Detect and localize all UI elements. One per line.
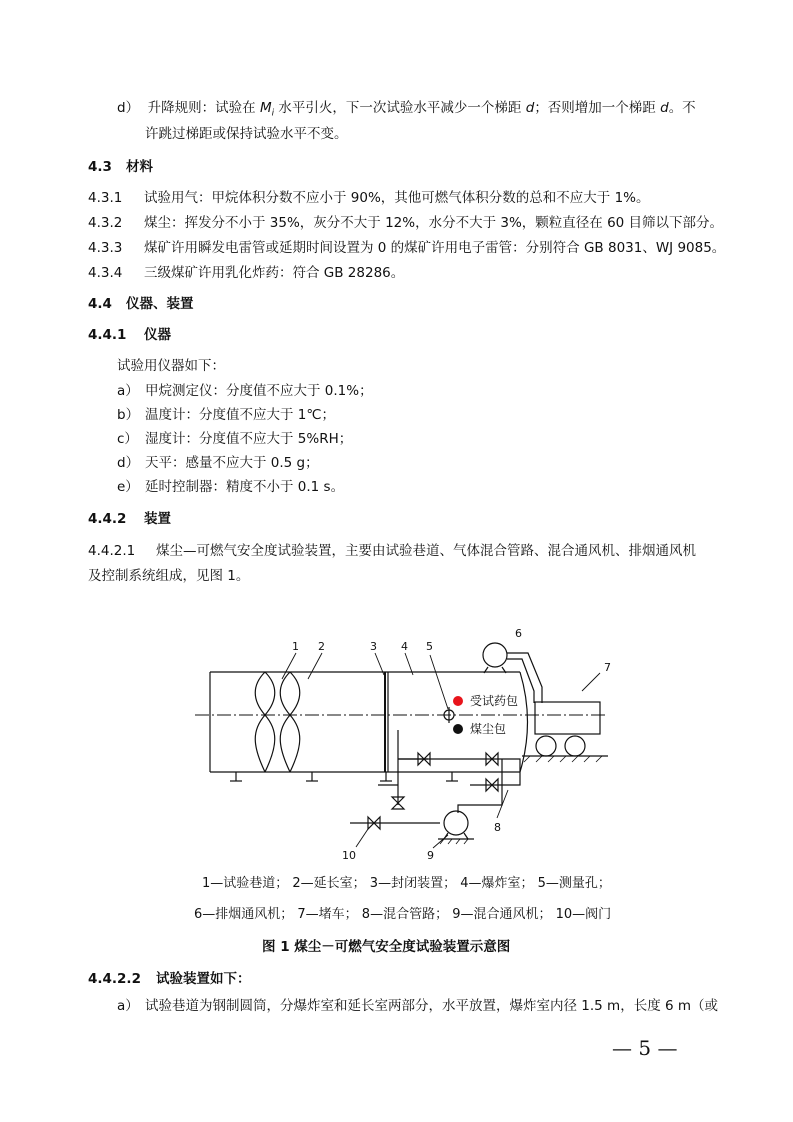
item-label: d） — [117, 455, 140, 471]
coal-dust-dot — [453, 724, 463, 734]
heading-title: 仪器 — [144, 327, 171, 343]
clause-number: 4.3.3 — [88, 240, 123, 256]
item-label: b） — [117, 407, 140, 423]
apparatus-diagram — [190, 625, 620, 865]
instruments-intro: 试验用仪器如下： — [117, 358, 225, 374]
callout-7: 7 — [604, 661, 611, 674]
test-charge-dot — [453, 696, 463, 706]
clause-a — [117, 996, 718, 1016]
heading-number: 4.3 — [88, 159, 112, 175]
cart-wheel — [565, 736, 585, 756]
clause-4-3-4 — [88, 263, 404, 283]
clause-number: 4.4.2.1 — [88, 543, 136, 559]
legend-test-charge: 受试药包 — [470, 694, 519, 708]
page-number: — 5 — — [612, 1036, 678, 1060]
clause-text: 煤矿许用瞬发电雷管或延期时间设置为 0 的煤矿许用电子雷管：分别符合 GB 8031、WJ 9085。 — [144, 240, 726, 256]
heading-4-4-2 — [88, 509, 171, 529]
clause-d-text-a: 升降规则：试验在 — [147, 100, 260, 116]
clause-4-4-2-1-line2: 及控制系统组成，见图 1。 — [88, 568, 250, 584]
figure-key-line2: 6—排烟通风机； 7—堵车； 8—混合管路； 9—混合通风机； 10—阀门 — [194, 907, 612, 922]
heading-title: 装置 — [144, 511, 171, 527]
heading-title: 材料 — [126, 159, 154, 175]
item-text: 湿度计：分度值不应大于 5%RH； — [145, 431, 353, 447]
callout-1: 1 — [292, 640, 299, 653]
legend-coal-dust: 煤尘包 — [470, 722, 507, 736]
variable-M: M — [259, 100, 272, 116]
heading-4-4 — [88, 294, 194, 314]
callout-3: 3 — [370, 640, 377, 653]
item-text: 延时控制器：精度不小于 0.1 s。 — [145, 479, 345, 495]
clause-text: 煤尘：挥发分不小于 35%，灰分不大于 12%，水分不大于 3%，颗粒直径在 60 目筛以下部分。 — [144, 215, 724, 231]
callout-2: 2 — [318, 640, 325, 653]
item-text: 天平：感量不应大于 0.5 g； — [145, 455, 319, 471]
heading-title: 试验装置如下： — [156, 971, 251, 987]
clause-number: 4.3.2 — [88, 215, 123, 231]
figure-caption: 图 1 煤尘－可燃气安全度试验装置示意图 — [262, 939, 511, 955]
item-label: e） — [117, 479, 139, 495]
clause-d-line1 — [117, 98, 696, 124]
heading-number: 4.4.2.2 — [88, 971, 141, 987]
instrument-item — [117, 429, 352, 449]
clause-4-4-2-1-line1 — [88, 541, 696, 561]
variable-d: d — [660, 100, 669, 116]
variable-d: d — [525, 100, 535, 116]
heading-number: 4.4.2 — [88, 511, 127, 527]
callout-9: 9 — [427, 849, 434, 862]
callout-8: 8 — [494, 821, 501, 834]
item-label: a） — [117, 383, 139, 399]
clause-text: 三级煤矿许用乳化炸药：符合 GB 28286。 — [144, 265, 405, 281]
heading-4-3 — [88, 157, 153, 177]
callout-4: 4 — [401, 640, 408, 653]
tunnel-right-end — [520, 672, 528, 772]
heading-number: 4.4 — [88, 296, 112, 312]
clause-d-line2: 许跳过梯距或保持试验水平不变。 — [145, 126, 348, 142]
instrument-item — [117, 453, 319, 473]
callout-6: 6 — [515, 627, 522, 640]
instrument-item — [117, 381, 373, 401]
clause-4-3-1 — [88, 188, 650, 208]
clause-4-3-3 — [88, 238, 725, 258]
clause-text: 煤尘—可燃气安全度试验装置，主要由试验巷道、气体混合管路、混合通风机、排烟通风机 — [156, 543, 696, 559]
heading-4-4-2-2 — [88, 969, 251, 989]
clause-4-3-2 — [88, 213, 723, 233]
callout-5: 5 — [426, 640, 433, 653]
figure-key-line1: 1—试验巷道； 2—延长室； 3—封闭装置； 4—爆炸室； 5—测量孔； — [202, 876, 611, 891]
item-text: 甲烷测定仪：分度值不应大于 0.1%； — [145, 383, 373, 399]
item-text: 温度计：分度值不应大于 1℃； — [145, 407, 336, 423]
blocking-cart — [535, 702, 600, 734]
variable-i: i — [271, 108, 275, 119]
exhaust-fan — [483, 643, 507, 667]
heading-number: 4.4.1 — [88, 327, 127, 343]
mixing-fan — [444, 811, 468, 835]
callout-10: 10 — [342, 849, 356, 862]
instrument-item — [117, 477, 344, 497]
clause-d-text-d: 。不 — [668, 100, 696, 116]
cart-wheel — [536, 736, 556, 756]
heading-title: 仪器、装置 — [126, 296, 194, 312]
item-label: a） — [117, 998, 139, 1014]
clause-number: 4.3.1 — [88, 190, 123, 206]
heading-4-4-1 — [88, 325, 171, 345]
clause-text: 试验用气：甲烷体积分数不应小于 90%，其他可燃气体积分数的总和不应大于 1%。 — [144, 190, 650, 206]
clause-d-text-c: ；否则增加一个梯距 — [534, 100, 661, 116]
item-label: c） — [117, 431, 138, 447]
item-text: 试验巷道为钢制圆筒，分爆炸室和延长室两部分，水平放置，爆炸室内径 1.5 m，长度 6 m（或 — [145, 998, 719, 1014]
clause-number: 4.3.4 — [88, 265, 123, 281]
clause-d-label: d） — [117, 100, 140, 116]
clause-d-text-b: 水平引火，下一次试验水平减少一个梯距 — [274, 100, 526, 116]
instrument-item — [117, 405, 335, 425]
